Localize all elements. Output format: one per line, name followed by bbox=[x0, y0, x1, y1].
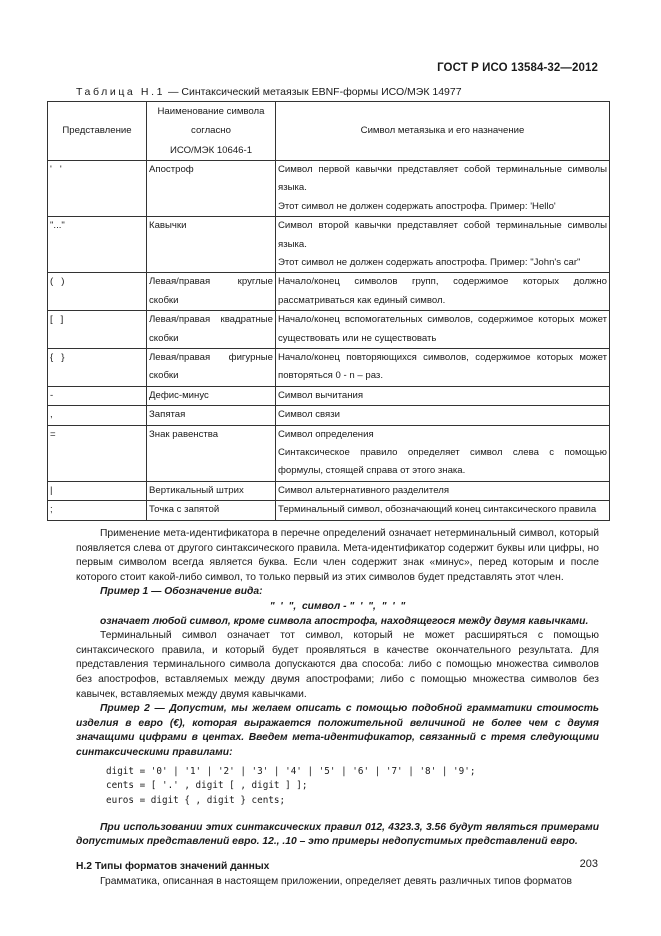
header-representation: Представление bbox=[48, 102, 147, 161]
description-line: Начало/конец вспомогательных символов, содержимое которых может существовать или не существовать bbox=[278, 314, 607, 344]
cell-description bbox=[276, 348, 610, 386]
cell-name: Левая/правая фигурные скобки bbox=[147, 348, 276, 386]
description-line: Символ вычитания bbox=[278, 389, 364, 401]
cell-description bbox=[276, 273, 610, 311]
header-symbol-name-line: Наименование символа bbox=[157, 106, 265, 117]
cell-representation: { } bbox=[48, 348, 147, 386]
document-header: ГОСТ Р ИСО 13584-32—2012 bbox=[437, 62, 598, 74]
table-row bbox=[48, 501, 610, 520]
table-row bbox=[48, 386, 610, 405]
code-line: digit = '0' | '1' | '2' | '3' | '4' | '5' | '6' | '7' | '8' | '9'; bbox=[106, 765, 476, 777]
description-line: Символ второй кавычки представляет собой терминальные символы языка. bbox=[278, 220, 607, 250]
table-row bbox=[48, 160, 610, 216]
table-row bbox=[48, 217, 610, 273]
cell-description bbox=[276, 217, 610, 273]
table-row bbox=[48, 311, 610, 349]
cell-description bbox=[276, 311, 610, 349]
description-line: Синтаксическое правило определяет символ слева с помощью формулы, стоящей справа от этого знака. bbox=[278, 446, 607, 477]
description-line: Начало/конец повторяющихся символов, содержимое которых может повторяться 0 - n – раз. bbox=[278, 351, 607, 382]
metalanguage-table bbox=[47, 101, 610, 521]
example-2-note: При использовании этих синтаксических правил 012, 4323.3, 3.56 будут являться примерами допустимых представлений евро. 12., .10 – это примеры недопустимых представлений евро. bbox=[76, 821, 599, 848]
description-line: Этот символ не должен содержать апострофа. Пример: 'Hello' bbox=[278, 200, 556, 212]
cell-description bbox=[276, 501, 610, 520]
cell-representation: ( ) bbox=[48, 273, 147, 311]
cell-representation: , bbox=[48, 406, 147, 425]
cell-name: Левая/правая круглые скобки bbox=[147, 273, 276, 311]
table-row bbox=[48, 406, 610, 425]
table-row bbox=[48, 425, 610, 481]
table-header-row bbox=[48, 102, 610, 161]
cell-name: Знак равенства bbox=[147, 425, 276, 481]
description-line: Символ альтернативного разделителя bbox=[278, 484, 450, 496]
description-line: Символ определения bbox=[278, 428, 374, 440]
code-line: cents = [ '.' , digit [ , digit ] ]; bbox=[106, 780, 308, 792]
body-text bbox=[76, 527, 599, 889]
description-line: Символ связи bbox=[278, 409, 340, 421]
example-1-explanation: означает любой символ, кроме символа апострофа, находящегося между двумя кавычками. bbox=[100, 615, 589, 627]
cell-representation: = bbox=[48, 425, 147, 481]
header-symbol-name-line: согласно bbox=[191, 125, 231, 137]
description-line: Терминальный символ, обозначающий конец синтаксического правила bbox=[278, 504, 597, 516]
description-line: Этот символ не должен содержать апострофа. Пример: "John's car" bbox=[278, 256, 581, 268]
code-line: euros = digit { , digit } cents; bbox=[106, 795, 286, 807]
paragraph-meta-identifier: Применение мета-идентификатора в перечне определений означает нетерминальный символ, который появляется слева от другого синтаксического правила. Мета-идентификатор содержит буквы или цифры, но первым символом всегда является буква. Если член содержит знак «минус», перед которым и после которого стоит какой-либо символ, то только первый из этих символов будет представлять этот член. bbox=[76, 528, 599, 583]
cell-representation: [ ] bbox=[48, 311, 147, 349]
caption-label: Таблица Н.1 bbox=[76, 86, 166, 98]
table-row bbox=[48, 481, 610, 500]
example-2-text: Пример 2 — Допустим, мы желаем описать с помощью подобной грамматики стоимость изделия в евро (€), которая выражается положительной величиной не более чем с двумя значащими цифрами в центах. Введем мета-идентификатор, связанный с тремя следующими синтаксическими правилами: bbox=[76, 703, 599, 758]
page-number: 203 bbox=[579, 858, 598, 870]
cell-name: Левая/правая квадратные скобки bbox=[147, 311, 276, 349]
example-1-title: Пример 1 — Обозначение вида: bbox=[100, 586, 263, 598]
description-line: Начало/конец символов групп, содержимое которых должно рассматриваться как единый символ. bbox=[278, 276, 607, 306]
cell-description bbox=[276, 160, 610, 216]
cell-name: Апостроф bbox=[147, 160, 276, 216]
cell-name: Дефис-минус bbox=[147, 386, 276, 405]
cell-name: Вертикальный штрих bbox=[147, 481, 276, 500]
section-heading-n2: Н.2 Типы форматов значений данных bbox=[76, 861, 270, 873]
description-line: Символ первой кавычки представляет собой терминальные символы языка. bbox=[278, 163, 607, 194]
cell-name: Запятая bbox=[147, 406, 276, 425]
cell-description bbox=[276, 406, 610, 425]
cell-name: Кавычки bbox=[147, 217, 276, 273]
paragraph-format-types: Грамматика, описанная в настоящем приложении, определяет девять различных типов форматов bbox=[100, 875, 572, 887]
cell-representation: "..." bbox=[48, 217, 147, 273]
cell-description bbox=[276, 481, 610, 500]
header-symbol-name-line: ИСО/МЭК 10646-1 bbox=[169, 144, 253, 156]
paragraph-terminal-symbol: Терминальный символ означает тот символ, который не может расширяться с помощью синтаксического правила, и который будет проявляться в качестве окончательного результата. Для представления терминального символа допускаются два способа: либо с помощью множества символов без апострофов, вставляемых между двумя апострофами; либо с помощью множества символов без кавычек, вставляемых между двумя кавычками. bbox=[76, 630, 599, 700]
header-symbol-name bbox=[147, 102, 276, 161]
table-row bbox=[48, 273, 610, 311]
cell-representation: ; bbox=[48, 501, 147, 520]
header-purpose: Символ метаязыка и его назначение bbox=[276, 102, 610, 161]
cell-description bbox=[276, 386, 610, 405]
cell-representation: ' ' bbox=[48, 160, 147, 216]
cell-description bbox=[276, 425, 610, 481]
cell-representation: | bbox=[48, 481, 147, 500]
caption-text: — Синтаксический метаязык EBNF-формы ИСО/МЭК 14977 bbox=[165, 86, 462, 98]
table-caption bbox=[76, 86, 462, 98]
cell-representation: - bbox=[48, 386, 147, 405]
table-row bbox=[48, 348, 610, 386]
example-1-formula: " ' ", символ - " ' ", " ' " bbox=[269, 600, 406, 612]
code-block bbox=[106, 765, 599, 809]
cell-name: Точка с запятой bbox=[147, 501, 276, 520]
